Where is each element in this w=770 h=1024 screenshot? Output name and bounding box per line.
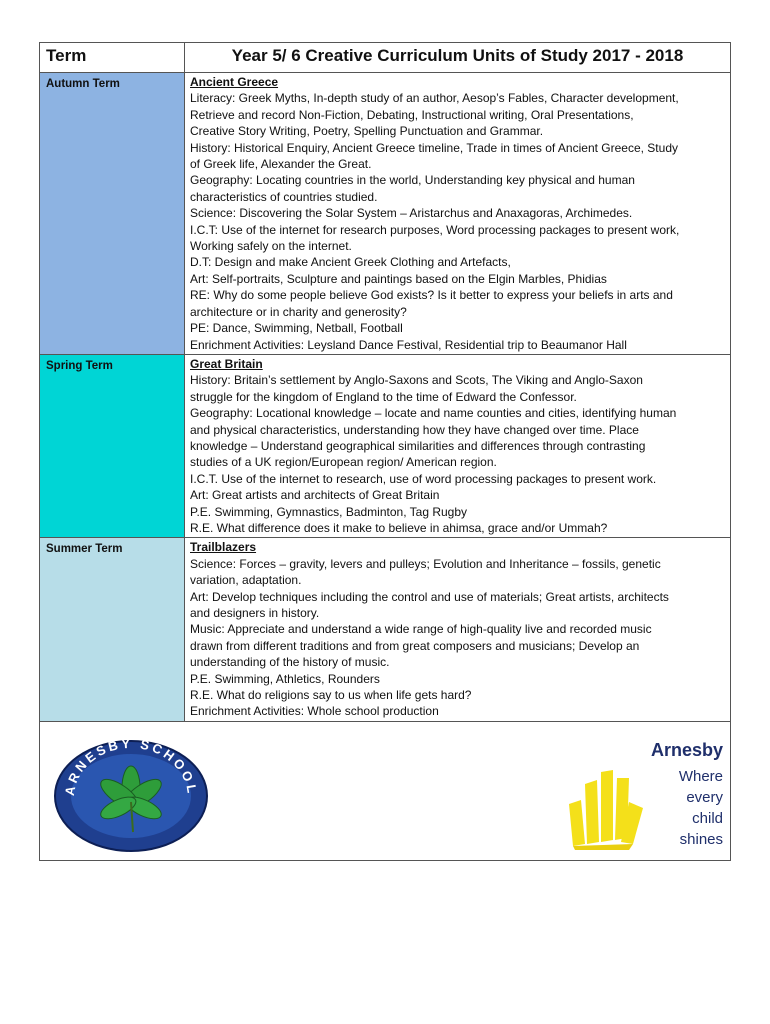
unit-line: D.T: Design and make Ancient Greek Clothing and Artefacts,: [190, 255, 511, 270]
school-tagline-block: [563, 736, 723, 846]
summer-term-label: Summer Term: [40, 538, 185, 721]
unit-line: Art: Self-portraits, Sculpture and paintings based on the Elgin Marbles, Phidias: [190, 271, 607, 286]
unit-line: architecture or in charity and generosity?: [190, 304, 407, 319]
unit-line: drawn from different traditions and from great composers and musicians; Develop an: [190, 638, 640, 653]
unit-line: P.E. Swimming, Athletics, Rounders: [190, 671, 380, 686]
autumn-term-label: Autumn Term: [40, 73, 185, 355]
unit-line: R.E. What do religions say to us when life gets hard?: [190, 688, 472, 703]
unit-line: knowledge – Understand geographical similarities and differences through contrasting: [190, 438, 646, 453]
unit-line: Creative Story Writing, Poetry, Spelling Punctuation and Grammar.: [190, 124, 544, 139]
unit-line: I.C.T. Use of the internet to research, use of word processing packages to present work.: [190, 471, 657, 486]
summer-term-row: [40, 538, 731, 721]
yellow-hand-icon: [563, 764, 645, 850]
spring-units-cell: [185, 354, 731, 537]
unit-line: I.C.T: Use of the internet for research purposes, Word processing packages to present work,: [190, 222, 680, 237]
school-name: Arnesby: [650, 739, 723, 760]
unit-line: Geography: Locating countries in the world, Understanding key physical and human: [190, 173, 635, 188]
page-title: Year 5/ 6 Creative Curriculum Units of Study 2017 - 2018: [185, 43, 731, 73]
tagline-word: every: [686, 788, 723, 806]
unit-line: and designers in history.: [190, 606, 320, 620]
unit-line: P.E. Swimming, Gymnastics, Badminton, Tag Rugby: [190, 504, 468, 519]
unit-line: Literacy: Greek Myths, In-depth study of an author, Aesop’s Fables, Character development,: [190, 91, 679, 106]
unit-line: History: Britain’s settlement by Anglo-Saxons and Scots, The Viking and Anglo-Saxon: [190, 373, 643, 388]
tagline-word: child: [692, 809, 723, 827]
tagline-word: shines: [679, 830, 723, 848]
term-column-header: Term: [40, 43, 185, 73]
summer-unit-lines: [190, 556, 726, 720]
curriculum-table: [39, 42, 731, 861]
unit-line: variation, adaptation.: [190, 573, 302, 588]
summer-unit-title: Trailblazers: [190, 540, 257, 555]
spring-term-label: Spring Term: [40, 354, 185, 537]
autumn-unit-title: Ancient Greece: [190, 75, 279, 89]
autumn-units-cell: [185, 73, 731, 355]
unit-line: Working safely on the internet.: [190, 239, 352, 254]
unit-line: Art: Develop techniques including the control and use of materials; Great artists, architects: [190, 589, 669, 604]
curriculum-sheet: [39, 42, 731, 861]
tagline-word: Where: [678, 767, 723, 785]
unit-line: Art: Great artists and architects of Great Britain: [190, 488, 440, 503]
unit-line: and physical characteristics, understanding how they have changed over time. Place: [190, 422, 639, 437]
unit-line: Science: Discovering the Solar System – Aristarchus and Anaxagoras, Archimedes.: [190, 206, 633, 221]
unit-line: struggle for the kingdom of England to the time of Edward the Confessor.: [190, 389, 577, 404]
spring-unit-lines: [190, 372, 726, 536]
unit-line: Enrichment Activities: Whole school production: [190, 704, 439, 719]
footer-row: [40, 721, 731, 860]
unit-line: Science: Forces – gravity, levers and pulleys; Evolution and Inheritance – fossils, genetic: [190, 556, 661, 571]
unit-line: RE: Why do some people believe God exists? Is it better to express your beliefs in arts and: [190, 288, 673, 303]
unit-line: studies of a UK region/European region/ American region.: [190, 455, 497, 470]
spring-unit-title: Great Britain: [190, 356, 263, 371]
unit-line: Music: Appreciate and understand a wide range of high-quality live and recorded music: [190, 622, 652, 637]
unit-line: understanding of the history of music.: [190, 655, 390, 670]
school-badge-icon: [52, 732, 210, 852]
unit-line: Retrieve and record Non-Fiction, Debating, Instructional writing, Oral Presentations,: [190, 107, 634, 122]
autumn-unit-lines: [190, 90, 726, 353]
autumn-term-row: [40, 73, 731, 355]
svg-text:ARNESBY SCHOOL: ARNESBY SCHOOL: [61, 735, 201, 797]
unit-line: Enrichment Activities: Leysland Dance Festival, Residential trip to Beaumanor Hall: [190, 337, 627, 352]
footer-cell: [40, 721, 731, 860]
unit-line: Geography: Locational knowledge – locate and name counties and cities, identifying human: [190, 406, 677, 421]
spring-term-row: [40, 354, 731, 537]
summer-units-cell: [185, 538, 731, 721]
unit-line: PE: Dance, Swimming, Netball, Football: [190, 321, 403, 336]
unit-line: of Greek life, Alexander the Great.: [190, 157, 372, 172]
school-badge-logo: [52, 732, 210, 852]
table-header-row: [40, 43, 731, 73]
unit-line: History: Historical Enquiry, Ancient Greece timeline, Trade in times of Ancient Greece, Study: [190, 140, 678, 155]
unit-line: characteristics of countries studied.: [190, 189, 378, 204]
unit-line: R.E. What difference does it make to believe in ahimsa, grace and/or Ummah?: [190, 520, 608, 535]
